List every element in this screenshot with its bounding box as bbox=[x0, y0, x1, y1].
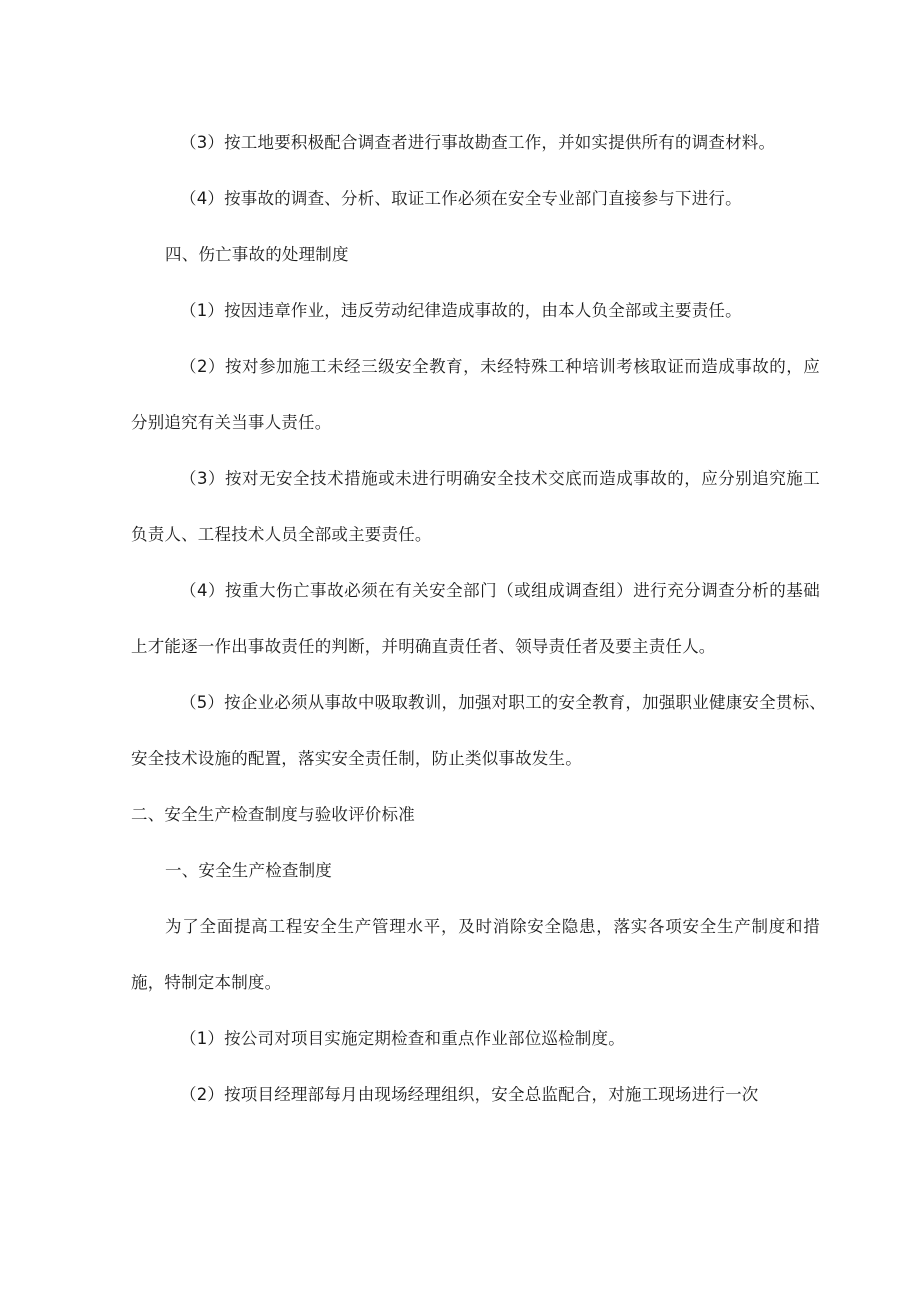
paragraph-item-4-investigation: （4）按事故的调查、分析、取证工作必须在安全专业部门直接参与下进行。 bbox=[180, 189, 742, 208]
section-heading-safety-inspection: 二、安全生产检查制度与验收评价标准 bbox=[131, 805, 415, 824]
paragraph-item-2-training-line2: 分别追究有关当事人责任。 bbox=[131, 413, 332, 432]
section-heading-casualty-handling: 四、伤亡事故的处理制度 bbox=[165, 245, 349, 264]
paragraph-item-4-major-accident-line2: 上才能逐一作出事故责任的判断，并明确直责任者、领导责任者及要主责任人。 bbox=[131, 637, 716, 656]
paragraph-item-3-safety-measures-line1: （3）按对无安全技术措施或未进行明确安全技术交底而造成事故的，应分别追究施工 bbox=[180, 469, 820, 488]
paragraph-item-3-safety-measures-line2: 负责人、工程技术人员全部或主要责任。 bbox=[131, 525, 432, 544]
paragraph-item-3-survey-cooperation: （3）按工地要积极配合调查者进行事故勘查工作，并如实提供所有的调查材料。 bbox=[180, 133, 776, 152]
paragraph-item-2-monthly-inspection: （2）按项目经理部每月由现场经理组织，安全总监配合，对施工现场进行一次 bbox=[180, 1085, 759, 1104]
paragraph-item-1-periodic-inspection: （1）按公司对项目实施定期检查和重点作业部位巡检制度。 bbox=[180, 1029, 625, 1048]
paragraph-intro-line2: 施，特制定本制度。 bbox=[131, 973, 282, 992]
paragraph-item-1-violation: （1）按因违章作业，违反劳动纪律造成事故的，由本人负全部或主要责任。 bbox=[180, 301, 742, 320]
subsection-heading-inspection-system: 一、安全生产检查制度 bbox=[165, 861, 332, 880]
paragraph-intro-line1: 为了全面提高工程安全生产管理水平，及时消除安全隐患，落实各项安全生产制度和措 bbox=[165, 917, 820, 936]
paragraph-item-5-lessons-line2: 安全技术设施的配置，落实安全责任制，防止类似事故发生。 bbox=[131, 749, 582, 768]
paragraph-item-5-lessons-line1: （5）按企业必须从事故中吸取教训，加强对职工的安全教育，加强职业健康安全贯标、 bbox=[180, 693, 826, 712]
paragraph-item-2-training-line1: （2）按对参加施工未经三级安全教育，未经特殊工种培训考核取证而造成事故的，应 bbox=[180, 357, 820, 376]
paragraph-item-4-major-accident-line1: （4）按重大伤亡事故必须在有关安全部门（或组成调查组）进行充分调查分析的基础 bbox=[180, 581, 820, 600]
